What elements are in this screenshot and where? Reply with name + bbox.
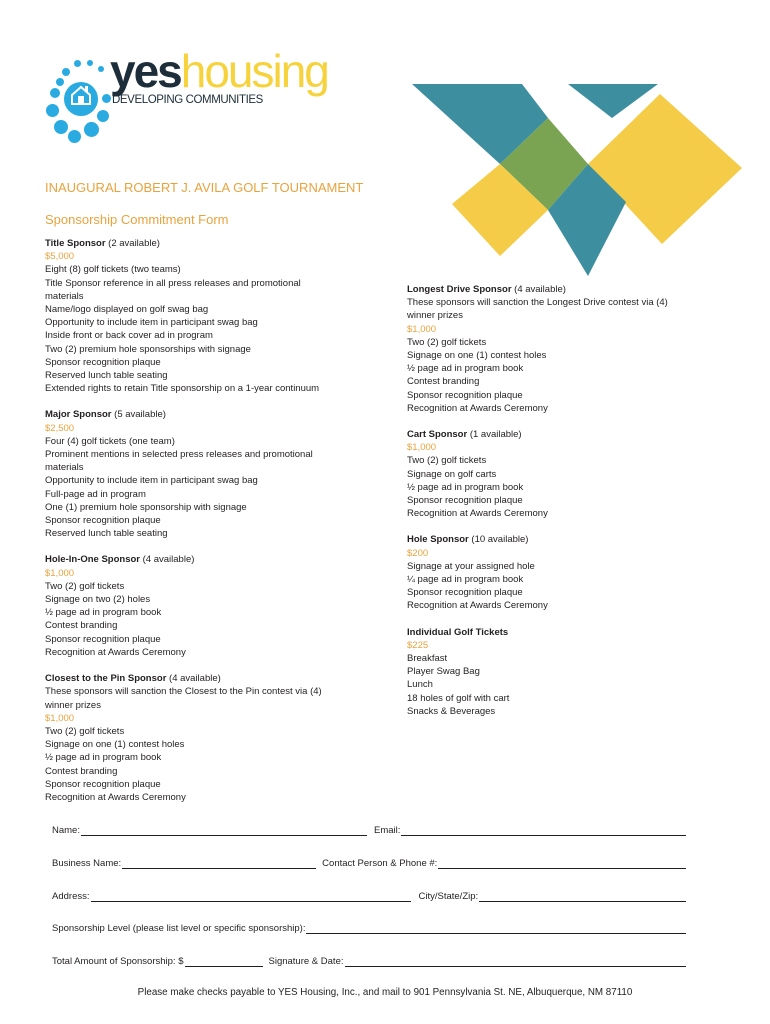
sponsor-description: These sponsors will sanction the Longest Drive contest via (4) (407, 297, 668, 309)
sponsor-benefit: Opportunity to include item in participant swag bag (45, 475, 258, 487)
sponsor-benefit: Prominent mentions in selected press releases and promotional (45, 449, 313, 461)
business-name-field[interactable] (122, 857, 316, 869)
signature-label: Signature & Date: (268, 956, 344, 967)
left-sponsor-column (45, 237, 385, 817)
sponsor-heading (45, 553, 385, 566)
sponsorship-level-field[interactable] (306, 922, 686, 934)
logo-dot (50, 88, 60, 98)
sponsor-description: winner prizes (45, 699, 101, 711)
sponsor-benefit: Signage on two (2) holes (45, 594, 151, 606)
document-title: INAUGURAL ROBERT J. AVILA GOLF TOURNAMENT (45, 180, 364, 195)
name-label: Name: (52, 825, 80, 836)
logo-dot (98, 66, 104, 72)
sponsor-benefit: Sponsor recognition plaque (407, 587, 523, 599)
sponsor-benefit: materials (45, 290, 84, 302)
sponsor-benefit: Signage on golf carts (407, 468, 497, 480)
sponsor-benefit: Full-page ad in program (45, 488, 146, 500)
sponsor-benefit: Sponsor recognition plaque (45, 633, 161, 645)
sponsor-availability: (4 available) (142, 554, 195, 566)
sponsor-heading (407, 428, 737, 441)
sponsor-price: $1,000 (45, 712, 75, 724)
logo-dot (62, 68, 70, 76)
sponsor-benefit: Breakfast (407, 653, 448, 665)
sponsor-price: $1,000 (407, 323, 437, 335)
sponsor-name: Title Sponsor (45, 238, 106, 249)
sponsor-benefit: Recognition at Awards Ceremony (407, 508, 548, 520)
sponsor-name: Hole Sponsor (407, 534, 469, 546)
sponsor-benefit: Two (2) golf tickets (45, 725, 125, 737)
sponsor-heading (407, 533, 737, 546)
sponsor-heading (45, 237, 385, 250)
sponsor-benefit: Inside front or back cover ad in program (45, 330, 213, 342)
sponsor-name: Cart Sponsor (407, 429, 468, 441)
contact-label: Contact Person & Phone #: (322, 858, 438, 869)
sponsor-heading (45, 408, 385, 421)
logo-dot (68, 130, 81, 143)
sponsor-benefit: Four (4) golf tickets (one team) (45, 435, 175, 447)
sponsor-benefit: Two (2) golf tickets (45, 580, 125, 592)
sponsor-benefit: Sponsor recognition plaque (45, 356, 161, 368)
signature-field[interactable] (345, 955, 687, 967)
sponsor-benefit: ½ page ad in program book (45, 607, 162, 619)
logo-dot (87, 60, 93, 66)
sponsor-benefit: materials (45, 462, 84, 474)
decorative-diamonds (412, 84, 752, 276)
sponsor-description: These sponsors will sanction the Closest to the Pin contest via (4) (45, 686, 322, 698)
sponsor-benefit: ½ page ad in program book (407, 481, 524, 493)
form-row-name-email (52, 820, 686, 836)
sponsor-benefit: Lunch (407, 679, 433, 691)
sponsor-block-longest-drive (407, 283, 737, 415)
city-field[interactable] (479, 890, 686, 902)
sponsor-availability: (5 available) (114, 409, 166, 421)
logo-dot (54, 120, 68, 134)
sponsor-name: Individual Golf Tickets (407, 626, 509, 638)
sponsor-price: $5,000 (45, 251, 75, 263)
right-sponsor-column (407, 283, 737, 731)
logo-yes: yes (110, 45, 181, 97)
sponsor-availability: (2 available) (108, 238, 160, 249)
sponsor-block-cart (407, 428, 737, 520)
sponsor-benefit: Contest branding (407, 376, 480, 388)
logo-housing: housing (180, 45, 328, 97)
yes-housing-logo (42, 44, 332, 144)
sponsor-benefit: Sponsor recognition plaque (407, 495, 523, 507)
sponsor-benefit: Two (2) golf tickets (407, 455, 487, 467)
sponsor-heading (407, 626, 737, 639)
sponsor-block-closest-pin (45, 672, 385, 804)
sponsor-price: $1,000 (45, 567, 75, 579)
sponsor-benefit: Reserved lunch table seating (45, 528, 168, 540)
logo-dot (97, 110, 109, 122)
sponsor-name: Major Sponsor (45, 409, 112, 421)
form-row-address (52, 886, 686, 902)
payment-instructions: Please make checks payable to YES Housing, Inc., and mail to 901 Pennsylvania St. NE, Albuquerque, NM 87110 (137, 987, 633, 998)
contact-field[interactable] (438, 857, 686, 869)
sponsor-benefit: Recognition at Awards Ceremony (407, 402, 548, 414)
name-field[interactable] (81, 824, 367, 836)
sponsor-benefit: Opportunity to include item in participant swag bag (45, 317, 258, 329)
sponsor-price: $200 (407, 547, 429, 559)
logo-dot (84, 122, 99, 137)
sponsor-name: Closest to the Pin Sponsor (45, 673, 167, 685)
sponsor-heading (45, 672, 385, 685)
city-label: City/State/Zip: (418, 891, 479, 902)
email-label: Email: (373, 825, 401, 836)
sponsor-benefit: Signage at your assigned hole (407, 560, 535, 572)
sponsor-benefit: Contest branding (45, 765, 118, 777)
business-name-label: Business Name: (52, 858, 122, 869)
sponsor-benefit: Contest branding (45, 620, 118, 632)
sponsor-availability: (4 available) (514, 284, 566, 295)
sponsorship-level-label: Sponsorship Level (please list level or specific sponsorship): (52, 923, 306, 934)
sponsor-block-major (45, 408, 385, 540)
amount-label: Total Amount of Sponsorship: $ (52, 956, 184, 967)
sponsor-price: $1,000 (407, 442, 437, 454)
form-subtitle: Sponsorship Commitment Form (45, 212, 229, 227)
sponsor-benefit: Recognition at Awards Ceremony (45, 646, 186, 658)
sponsor-heading (407, 283, 737, 296)
sponsor-block-title (45, 237, 385, 395)
sponsor-benefit: Signage on one (1) contest holes (45, 739, 185, 751)
logo-dot (56, 78, 64, 86)
sponsor-name: Hole-In-One Sponsor (45, 554, 140, 566)
sponsor-name: Longest Drive Sponsor (407, 284, 512, 295)
logo-dot (74, 60, 81, 67)
address-label: Address: (52, 891, 90, 902)
amount-field[interactable] (185, 955, 263, 967)
sponsor-benefit: Sponsor recognition plaque (45, 515, 161, 527)
sponsor-benefit: Two (2) golf tickets (407, 336, 487, 348)
sponsor-benefit: 18 holes of golf with cart (407, 692, 510, 704)
sponsor-benefit: Snacks & Beverages (407, 705, 496, 717)
sponsor-benefit: ½ page ad in program book (407, 363, 524, 375)
address-field[interactable] (91, 890, 411, 902)
sponsor-block-individual-tickets (407, 626, 737, 718)
sponsor-benefit: One (1) premium hole sponsorship with signage (45, 501, 247, 513)
sponsor-price: $225 (407, 639, 429, 651)
sponsor-benefit: Eight (8) golf tickets (two teams) (45, 264, 181, 276)
sponsor-benefit: Player Swag Bag (407, 666, 480, 678)
sponsor-block-hole (407, 533, 737, 612)
sponsor-benefit: Two (2) premium hole sponsorships with signage (45, 343, 251, 355)
logo-tagline: DEVELOPING COMMUNITIES (112, 94, 263, 106)
sponsor-benefit: Sponsor recognition plaque (45, 778, 161, 790)
sponsor-availability: (10 available) (471, 534, 529, 546)
form-row-level (52, 918, 686, 934)
sponsor-benefit: ½ page ad in program book (45, 752, 162, 764)
form-row-amount (52, 951, 686, 967)
sponsor-benefit: Reserved lunch table seating (45, 370, 168, 382)
sponsor-benefit: Recognition at Awards Ceremony (407, 600, 548, 612)
form-row-business (52, 853, 686, 869)
sponsor-availability: (4 available) (169, 673, 221, 685)
sponsor-availability: (1 available) (469, 429, 522, 441)
email-field[interactable] (401, 824, 686, 836)
sponsor-benefit: Name/logo displayed on golf swag bag (45, 304, 209, 316)
sponsor-block-hole-in-one (45, 553, 385, 659)
sponsor-price: $2,500 (45, 422, 75, 434)
sponsor-description: winner prizes (407, 310, 463, 322)
sponsor-benefit: ¼ page ad in program book (407, 574, 524, 586)
sponsor-benefit: Title Sponsor reference in all press releases and promotional (45, 277, 301, 289)
sponsor-benefit: Sponsor recognition plaque (407, 389, 523, 401)
logo-dot (46, 104, 59, 117)
sponsor-benefit: Signage on one (1) contest holes (407, 350, 547, 362)
house-icon (68, 82, 94, 108)
sponsor-benefit: Extended rights to retain Title sponsorship on a 1-year continuum (45, 383, 320, 395)
sponsor-benefit: Recognition at Awards Ceremony (45, 791, 186, 803)
